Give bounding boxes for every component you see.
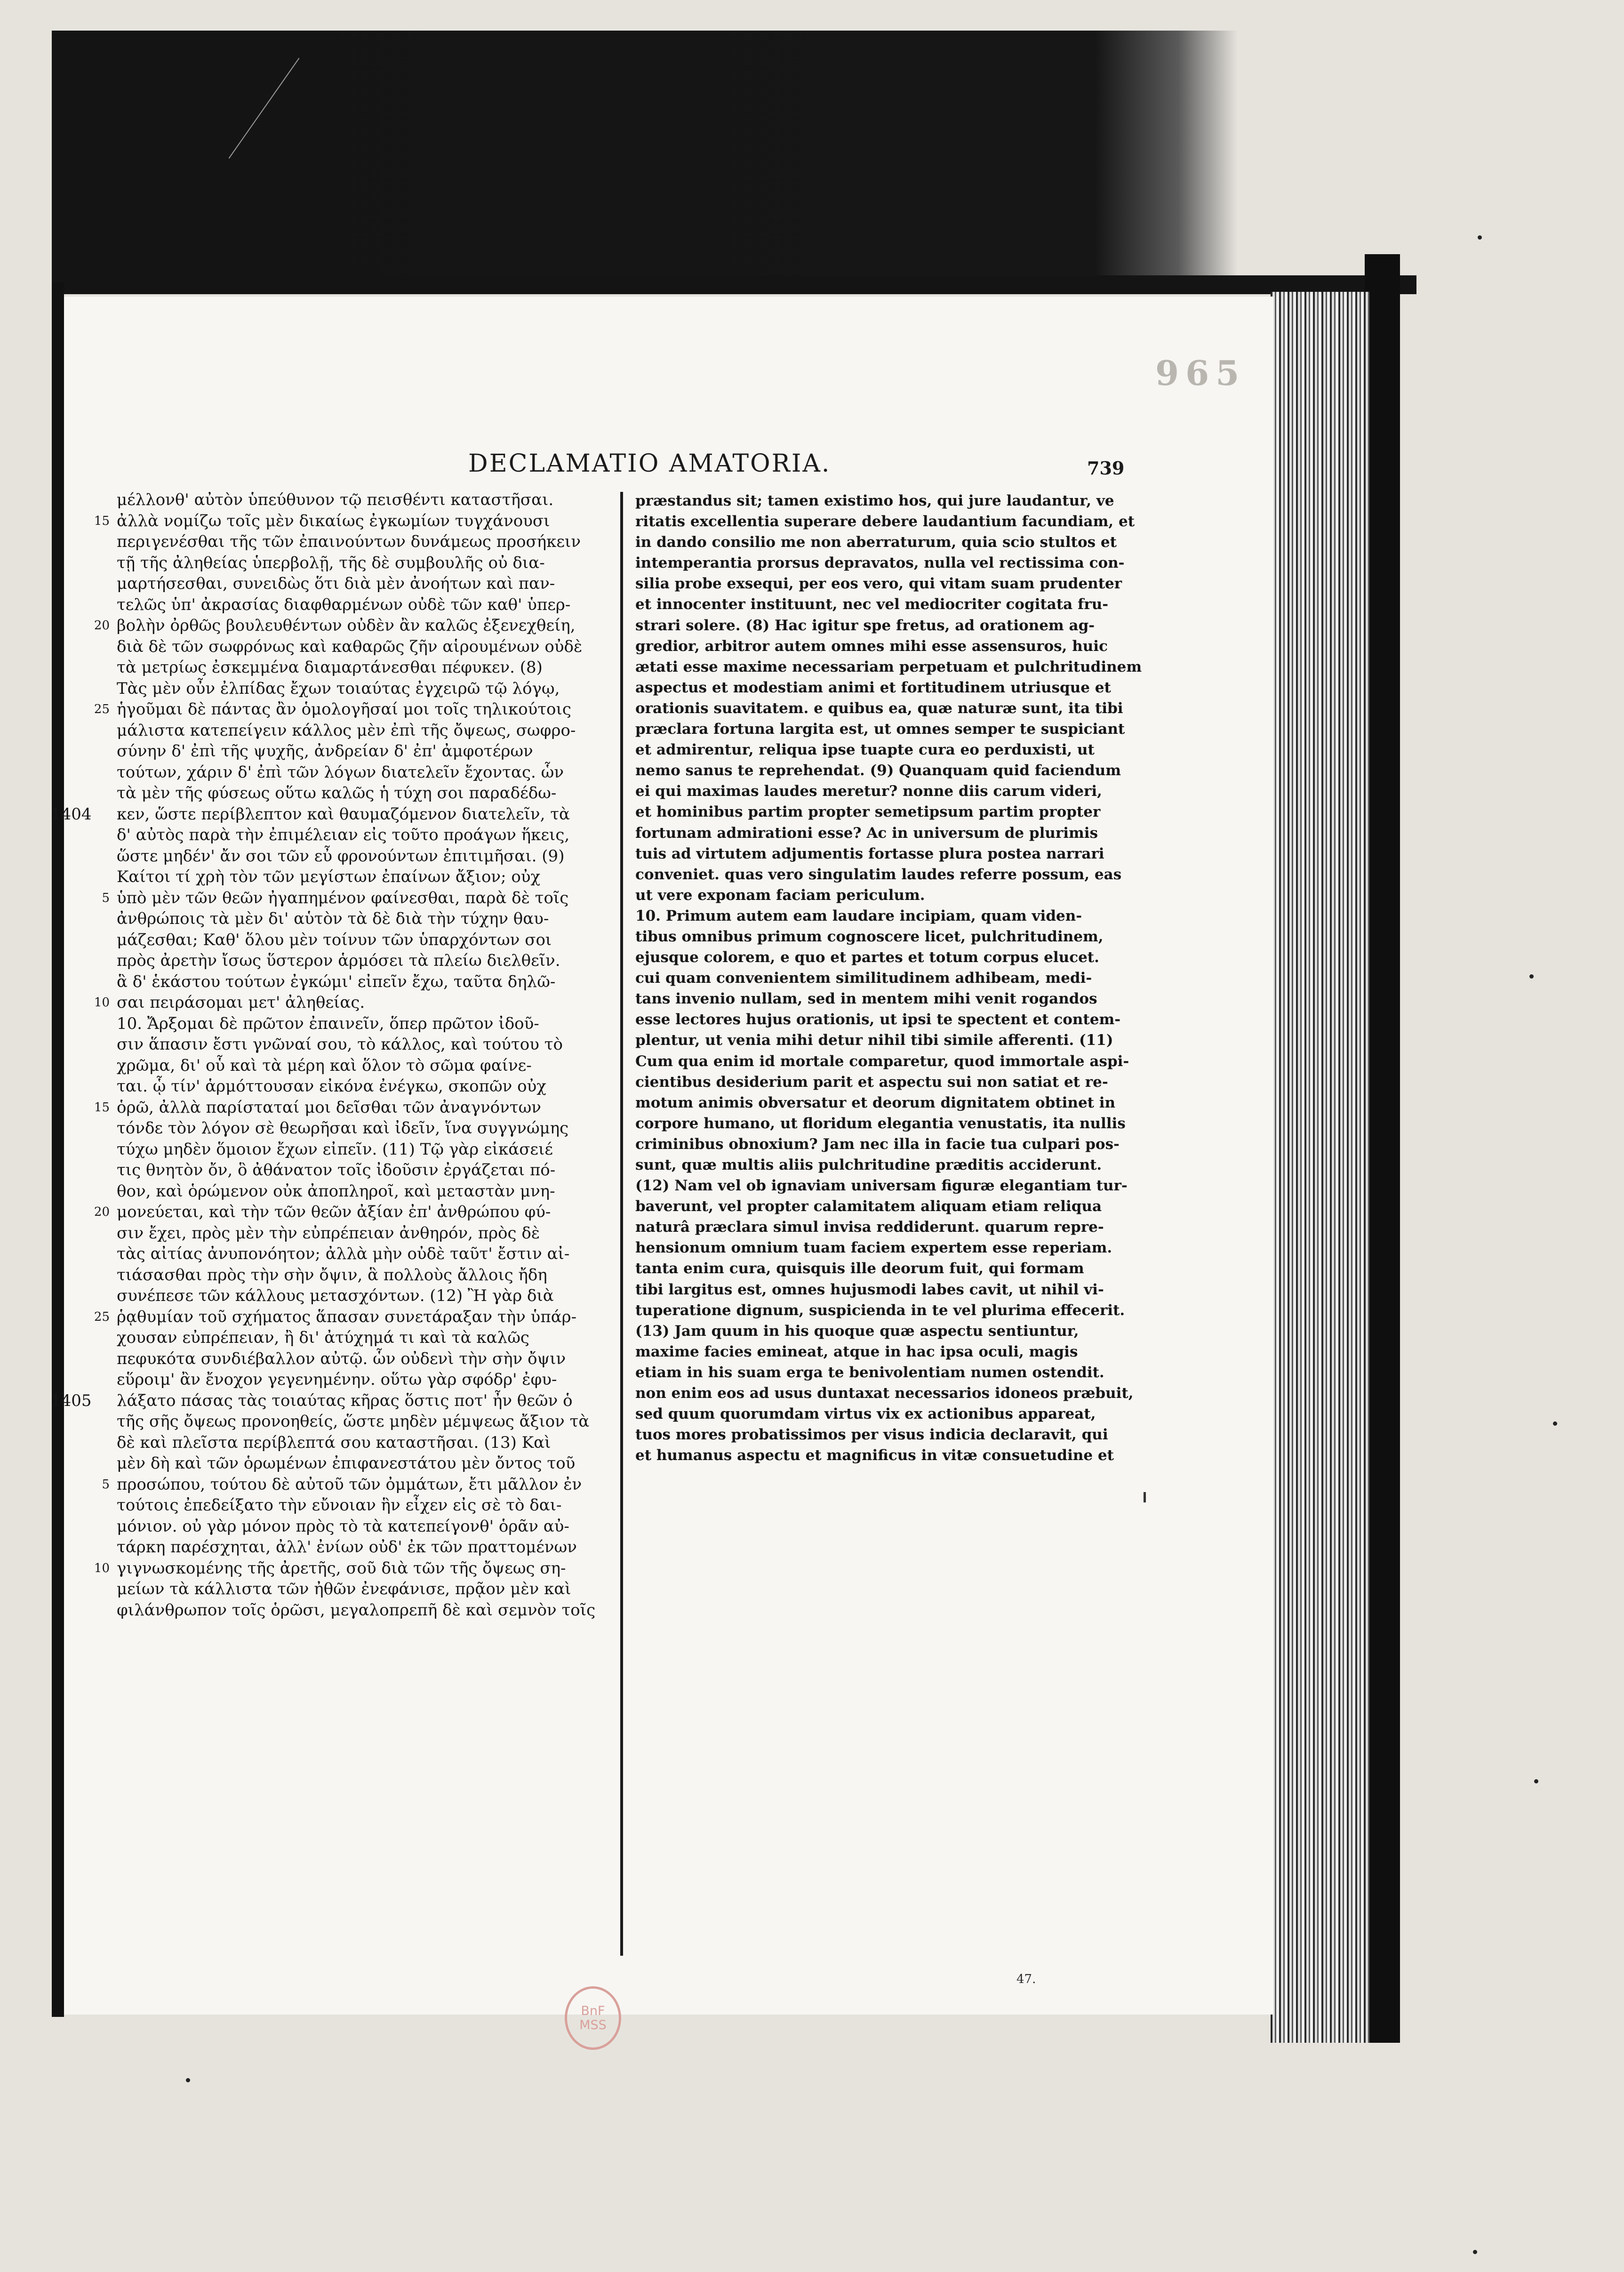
speck [1529,974,1534,979]
greek-line [117,1139,611,1160]
greek-line-text: τούτοις ἐπεδείξατο τὴν εὔνοιαν ἣν εἶχεν εἰς σὲ τὸ δαι- [117,1496,562,1515]
greek-line-text: ῥᾳθυμίαν τοῦ σχήματος ἅπασαν συνετάραξαν τὴν ὑπάρ- [117,1307,577,1326]
greek-line [117,1055,611,1076]
latin-line: et humanus aspectu et magnificus in vitæ consuetudine et [635,1447,1114,1464]
latin-line: tibi largitus est, omnes hujusmodi labes cavit, ut nihil vi- [635,1281,1104,1298]
latin-line: tans invenio nullam, sed in mentem mihi venit rogandos [635,990,1097,1008]
greek-line-text: τὰ μετρίως ἐσκεμμένα διαμαρτάνεσθαι πέφυκεν. (8) [117,658,543,677]
line-number: 10 [94,996,110,1010]
latin-line: silia probe exsequi, per eos vero, qui vitam suam prudenter [635,575,1122,593]
greek-line-text: ται. ᾧ τίν' ἁρμόττουσαν εἰκόνα ἐνέγκω, σκοπῶν οὐχ [117,1077,546,1096]
greek-line-text: τελῶς ὑπ' ἀκρασίας διαφθαρμένων οὐδὲ τῶν καθ' ὑπερ- [117,595,571,614]
speck [1534,1779,1538,1783]
greek-line-text: μαρτήσεσθαι, συνειδὼς ὅτι διὰ μὲν ἀνοήτων καὶ παν- [117,574,555,593]
greek-line [117,1265,611,1286]
latin-line: tuis ad virtutem adjumentis fortasse plura postea narrari [635,845,1104,862]
greek-line [117,1118,611,1139]
line-number: 15 [94,1100,110,1115]
greek-line-text: γιγνωσκομένης τῆς ἀρετῆς, σοῦ διὰ τῶν τῆς ὄψεως ση- [117,1558,566,1578]
latin-line: sunt, quæ multis aliis pulchritudine præditis acciderunt. [635,1156,1102,1173]
greek-line [117,1013,611,1035]
greek-line-text: εὕροιμ' ἂν ἔνοχον γεγενημένην. οὕτω γὰρ σφόδρ' ἐφυ- [117,1370,557,1389]
greek-line-text: τῇ τῆς ἀληθείας ὑπερβολῇ, τῆς δὲ συμβουλῆς οὐ δια- [117,553,545,572]
greek-line [117,678,611,699]
greek-line [117,573,611,594]
line-number: 5 [102,1477,110,1492]
latin-line: etiam in his suam erga te benivolentiam numen ostendit. [635,1364,1104,1381]
greek-line-text: ὁρῶ, ἀλλὰ παρίσταταί μοι δεῖσθαι τῶν ἀναγνόντων [117,1098,541,1117]
greek-line [117,594,611,616]
scan-shadow-band [52,275,1416,294]
greek-line [94,699,611,720]
latin-line: naturâ præclara simul invisa reddiderunt. quarum repre- [635,1219,1104,1236]
scan-left-edge [52,282,64,2017]
greek-line-text: πρὸς ἀρετὴν ἴσως ὕστερον ἁρμόσει τὰ πλείω διελθεῖν. [117,951,560,970]
greek-line-text: μάλιστα κατεπείγειν κάλλος μὲν ἐπὶ τῆς ὄψεως, σωφρο- [117,721,576,740]
stamp-line-2: MSS [579,2017,607,2032]
latin-line: tuos mores probatissimos per visus indicia declaravit, qui [635,1426,1108,1444]
latin-line: strari solere. (8) Hac igitur spe fretus, ad orationem ag- [635,617,1095,634]
greek-line [117,867,611,888]
greek-line [117,1495,611,1516]
greek-line [117,720,611,741]
book-page-edges [1271,292,1369,2043]
latin-line: et innocenter instituunt, nec vel mediocriter cogitata fru- [635,596,1109,613]
greek-line [117,1600,611,1621]
greek-line-text: πεφυκότα συνδιέβαλλον αὐτῷ. ὧν οὐδενὶ τὴν σὴν ὄψιν [117,1349,566,1368]
greek-line-text: τὰς αἰτίας ἀνυπονόητον; ἀλλὰ μὴν οὐδὲ ταῦτ' ἔστιν αἰ- [117,1244,570,1263]
line-number: 15 [94,514,110,528]
greek-line [117,950,611,971]
greek-line [117,490,611,511]
scan-shadow [52,31,1238,275]
greek-line [51,804,611,825]
greek-line-text: προσώπου, τούτου δὲ αὐτοῦ τῶν ὀμμάτων, ἔτι μᾶλλον ἐν [117,1475,582,1494]
greek-line [94,511,611,532]
greek-line-text: λάξατο πάσας τὰς τοιαύτας κῆρας ὅστις ποτ' ἦν θεῶν ὁ [117,1391,573,1410]
latin-line: ei qui maximas laudes meretur? nonne diis carum videri, [635,783,1102,800]
greek-line [117,1244,611,1265]
latin-line: non enim eos ad usus duntaxat necessarios idoneos præbuit, [635,1385,1134,1402]
greek-line-text: σιν ἅπασιν ἔστι γνῶναί σου, τὸ κάλλος, καὶ τούτου τὸ [117,1035,563,1054]
latin-line: orationis suavitatem. e quibus ea, quæ naturæ sunt, ita tibi [635,699,1123,717]
greek-line-text: σαι πειράσομαι μετ' ἀληθείας. [117,993,365,1012]
greek-line-text: μόνιον. οὐ γὰρ μόνον πρὸς τὸ τὰ κατεπείγονθ' ὁρᾶν αὐ- [117,1517,569,1536]
greek-line [117,1579,611,1600]
latin-line: intemperantia prorsus depravatos, nulla vel rectissima con- [635,554,1125,572]
latin-line: (12) Nam vel ob ignaviam universam figuræ elegantiam tur- [635,1177,1128,1195]
greek-line-text: συνέπεσε τῶν κάλλους μετασχόντων. (12) Ἢ γὰρ διὰ [117,1286,554,1305]
latin-line: tibus omnibus primum cognoscere licet, pulchritudinem, [635,928,1104,945]
greek-line [117,1327,611,1349]
greek-line-text: κεν, ὥστε περίβλεπτον καὶ θαυμαζόμενον διατελεῖν, τὰ [117,804,570,824]
greek-line-text: διὰ δὲ τῶν σωφρόνως καὶ καθαρῶς ζῆν αἱρουμένων οὐδὲ [117,637,583,656]
greek-line [117,1537,611,1558]
greek-line-text: χουσαν εὐπρέπειαν, ἢ δι' ἀτύχημά τι καὶ τὰ καλῶς [117,1328,529,1347]
latin-line: præclara fortuna largita est, ut omnes semper te suspiciant [635,721,1125,738]
greek-line-text: τόνδε τὸν λόγον σὲ θεωρῆσαι καὶ ἰδεῖν, ἵνα συγγνώμης [117,1119,569,1138]
latin-line: aspectus et modestiam animi et fortitudinem utriusque et [635,679,1111,696]
greek-line-text: φιλάνθρωπον τοῖς ὁρῶσι, μεγαλοπρεπῆ δὲ καὶ σεμνὸν τοῖς [117,1600,596,1620]
line-number: 25 [94,1309,110,1324]
speck [1473,2250,1477,2254]
greek-line [51,1390,611,1412]
latin-line: baverunt, vel propter calamitatem aliquam etiam reliqua [635,1198,1102,1215]
latin-line: fortunam admirationi esse? Ac in universum de plurimis [635,824,1098,842]
page-number: 739 [1087,458,1125,479]
greek-line [94,1558,611,1579]
greek-line-text: μείων τὰ κάλλιστα τῶν ἠθῶν ἐνεφάνισε, πρᾷον μὲν καὶ [117,1580,571,1598]
greek-line-text: τιάσασθαι πρὸς τὴν σὴν ὄψιν, ἃ πολλοὺς ἄλλοις ἤδη [117,1265,547,1285]
greek-line-text: ἀλλὰ νομίζω τοῖς μὲν δικαίως ἐγκωμίων τυγχάνουσι [117,511,550,530]
line-number: 10 [94,1561,110,1575]
latin-line: corpore humano, ut floridum elegantia venustatis, ita nullis [635,1115,1126,1132]
greek-line [117,1223,611,1244]
latin-line: criminibus obnoxium? Jam nec illa in facie tua culpari pos- [635,1135,1120,1153]
latin-line: et hominibus partim propter semetipsum partim propter [635,803,1101,821]
latin-line: et admirentur, reliqua ipse tuapte cura eo perduxisti, ut [635,741,1095,759]
greek-line [102,888,611,909]
latin-line: (13) Jam quum in his quoque quæ aspectu sentiuntur, [635,1322,1079,1340]
greek-line-text: Τὰς μὲν οὖν ἐλπίδας ἔχων τοιαύτας ἐγχειρῶ τῷ λόγῳ, [117,679,560,698]
latin-line: tanta enim cura, quisquis ille deorum fuit, qui formam [635,1260,1084,1277]
greek-line-text: τάρκη παρέσχηται, ἀλλ' ἐνίων οὐδ' ἐκ τῶν πραττομένων [117,1538,577,1557]
line-number: 20 [94,618,110,633]
greek-line-text: 10. Ἄρξομαι δὲ πρῶτον ἐπαινεῖν, ὅπερ πρῶτον ἰδοῦ- [117,1014,539,1033]
greek-line-text: τὰ μὲν τῆς φύσεως οὕτω καλῶς ἡ τύχη σοι παραδέδω- [117,784,557,803]
latin-line: ut vere exponam faciam periculum. [635,886,925,904]
latin-line: ejusque colorem, e quo et partes et totum corpus elucet. [635,949,1099,966]
greek-line-text: βολὴν ὀρθῶς βουλευθέντων οὐδὲν ἂν καλῶς ἐξενεχθείη, [117,616,576,635]
signature-mark: 47. [1016,1972,1036,1986]
speck [1553,1421,1557,1426]
greek-line [117,908,611,930]
greek-line [117,1285,611,1307]
greek-line-text: μονεύεται, καὶ τὴν τῶν θεῶν ἀξίαν ἐπ' ἀνθρώπου φύ- [117,1203,551,1221]
greek-line [94,1307,611,1328]
greek-line [117,657,611,678]
greek-line [117,741,611,762]
greek-line-text: δὲ καὶ πλεῖστα περίβλεπτά σου καταστῆσαι. (13) Καὶ [117,1433,551,1452]
latin-line: gredior, arbitror autem omnes mihi esse assensuros, huic [635,637,1108,655]
greek-line-text: τις θνητὸν ὄν, ὃ ἀθάνατον τοῖς ἰδοῦσιν ἐργάζεται πό- [117,1161,556,1180]
greek-line-text: θον, καὶ ὁρώμενον οὐκ ἀποπληροῖ, καὶ μεταστὰν μνη- [117,1181,555,1201]
latin-line: maxime facies emineat, atque in hac ipsa oculi, magis [635,1343,1078,1360]
latin-line: 10. Primum autem eam laudare incipiam, quam viden- [635,907,1082,924]
greek-line-text: ἡγοῦμαι δὲ πάντας ἂν ὁμολογῆσαί μοι τοῖς τηλικούτοις [117,700,571,719]
greek-line [117,1411,611,1432]
latin-line: conveniet. quas vero singulatim laudes referre possum, eas [635,866,1122,883]
greek-line [117,783,611,804]
archive-number: 965 [1155,353,1246,393]
speck [1478,235,1482,240]
greek-line [117,971,611,993]
running-title: DECLAMATIO AMATORIA. [468,450,831,478]
greek-line [117,1160,611,1181]
greek-line [94,992,611,1013]
latin-line: nemo sanus te reprehendat. (9) Quanquam quid faciendum [635,762,1121,779]
greek-line-text: περιγενέσθαι τῆς τῶν ἐπαινούντων δυνάμεως προσήκειν [117,532,581,551]
greek-line-text: χρῶμα, δι' οὗ καὶ τὰ μέρη καὶ ὅλον τὸ σῶμα φαίνε- [117,1056,532,1075]
greek-line [117,1516,611,1537]
latin-line: cientibus desiderium parit et aspectu sui non satiat et re- [635,1073,1108,1091]
greek-line [94,1202,611,1223]
greek-line [94,1097,611,1118]
greek-line-text: τύχω μηδὲν ὅμοιον ἔχων εἰπεῖν. (11) Τῷ γὰρ εἰκάσειέ [117,1140,553,1159]
latin-line: in dando consilio me non aberraturum, quia scio stultos et [635,534,1117,551]
greek-line-text: ἀνθρώποις τὰ μὲν δι' αὑτὸν τὰ δὲ διὰ τὴν τύχην θαυ- [117,909,549,928]
line-number: 25 [94,702,110,716]
greek-line [117,1432,611,1453]
greek-line-text: μέλλονθ' αὐτὸν ὑπεύθυνον τῷ πεισθέντι καταστῆσαι. [117,490,554,509]
latin-line: esse lectores hujus orationis, ut ipsi te spectent et contem- [635,1011,1121,1028]
greek-text-column [51,490,611,1621]
greek-line-text: τῆς σῆς ὄψεως προνοηθείς, ὥστε μηδὲν μέμψεως ἄξιον τὰ [117,1412,590,1431]
line-number: 5 [102,891,110,905]
greek-line [117,762,611,783]
latin-line: motum animis obversatur et deorum dignitatem obtinet in [635,1094,1116,1111]
greek-line [117,553,611,574]
line-number: 1405 [51,1391,92,1410]
greek-line-text: ἃ δ' ἑκάστου τούτων ἐγκώμι' εἰπεῖν ἔχω, ταῦτα δηλῶ- [117,972,556,991]
latin-line: ætati esse maxime necessariam perpetuam et pulchritudinem [635,658,1142,675]
greek-line [94,615,611,636]
greek-line-text: ὥστε μηδέν' ἄν σοι τῶν εὖ φρονούντων ἐπιτιμῆσαι. (9) [117,846,565,866]
greek-line [117,531,611,553]
greek-line-text: ὑπὸ μὲν τῶν θεῶν ἠγαπημένον φαίνεσθαι, παρὰ δὲ τοῖς [117,888,569,907]
greek-line [117,1369,611,1390]
greek-line [117,1453,611,1474]
margin-mark [1144,1492,1146,1502]
greek-line [117,1034,611,1055]
line-number: 20 [94,1205,110,1219]
greek-line [117,636,611,658]
greek-line [102,1474,611,1495]
greek-line-text: δ' αὐτὸς παρὰ τὴν ἐπιμέλειαν εἰς τοῦτο προάγων ἥκεις, [117,826,570,844]
stamp-line-1: BnF [581,2003,605,2018]
greek-line-text: Καίτοι τί χρὴ τὸν τῶν μεγίστων ἐπαίνων ἄξιον; οὐχ [117,867,541,886]
greek-line-text: τούτων, χάριν δ' ἐπὶ τῶν λόγων διατελεῖν ἔχοντας. ὧν [117,763,564,782]
greek-line-text: μὲν δὴ καὶ τῶν ὁρωμένων ἐπιφανεστάτου μὲν ὄντος τοῦ [117,1454,576,1473]
latin-line: plentur, ut venia mihi detur nihil tibi simile afferenti. (11) [635,1032,1113,1049]
latin-line: sed quum quorumdam virtus vix ex actionibus appareat, [635,1405,1096,1423]
latin-line: Cum qua enim id mortale comparetur, quod immortale aspi- [635,1052,1129,1070]
latin-line: tuperatione dignum, suspicienda in te vel plurima effecerit. [635,1301,1125,1319]
line-number: 1404 [51,804,92,824]
greek-line [117,1076,611,1097]
latin-line: præstandus sit; tamen existimo hos, qui jure laudantur, ve [635,492,1114,509]
greek-line-text: σύνην δ' ἐπὶ τῆς ψυχῆς, ἀνδρείαν δ' ἐπ' ἀμφοτέρων [117,742,533,761]
latin-line: cui quam convenientem similitudinem adhibeam, medi- [635,970,1092,987]
latin-line: ritatis excellentia superare debere laudantium facundiam, et [635,513,1135,530]
greek-line-text: σιν ἔχει, πρὸς μὲν τὴν εὐπρέπειαν ἀνθηρόν, πρὸς δὲ [117,1223,540,1243]
scan-right-frame [1365,254,1400,2043]
greek-line-text: μάζεσθαι; Καθ' ὅλου μὲν τοίνυν τῶν ὑπαρχόντων σοι [117,930,552,949]
greek-line [117,1181,611,1202]
latin-line: hensionum omnium tuam faciem expertem esse reperiam. [635,1239,1112,1257]
latin-text-column [635,490,1142,1466]
greek-line [117,930,611,951]
greek-line [117,825,611,846]
column-divider [620,492,623,1956]
speck [186,2078,190,2082]
greek-line [117,1349,611,1370]
bnf-library-stamp [565,1986,621,2050]
greek-line [117,846,611,867]
